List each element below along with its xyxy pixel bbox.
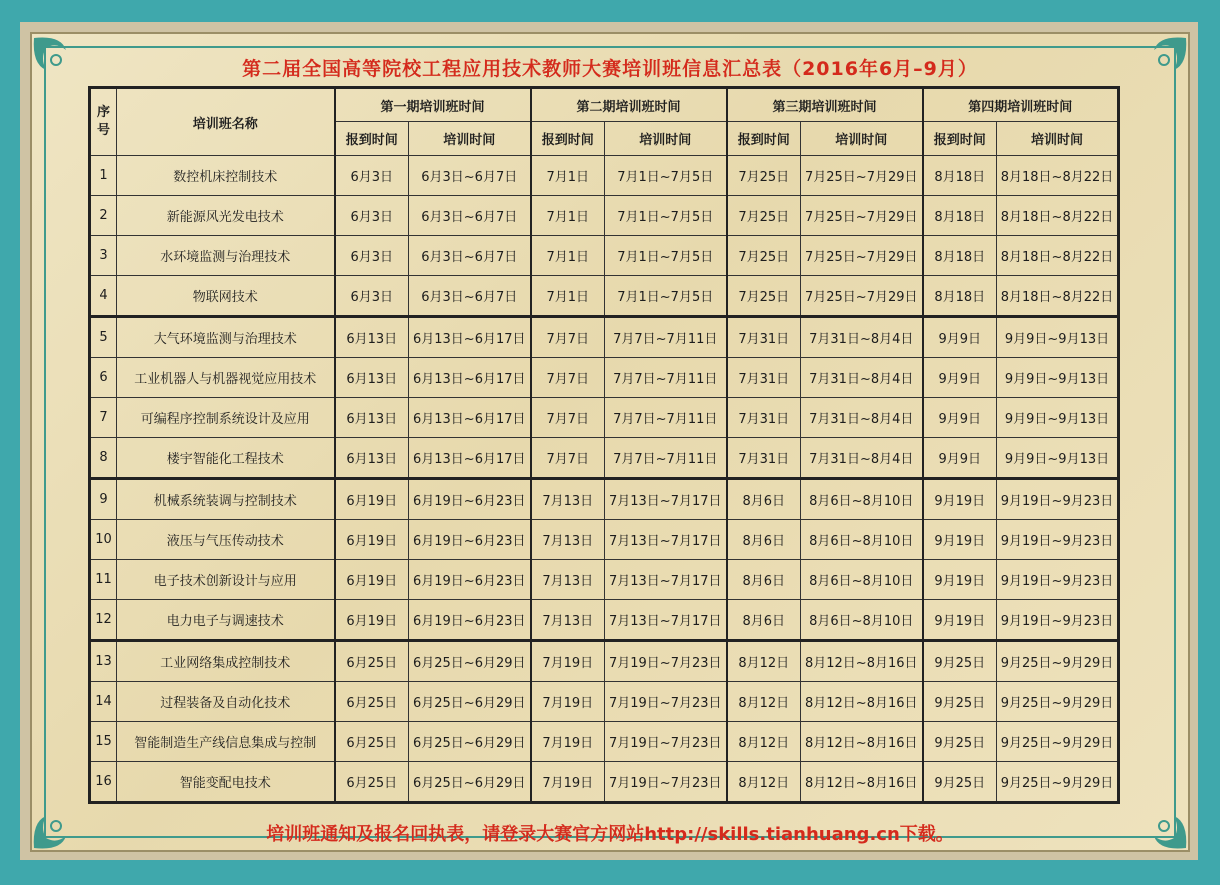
training-period: 6月19日~6月23日 bbox=[409, 560, 531, 600]
checkin-date: 9月9日 bbox=[923, 317, 997, 358]
checkin-date: 6月25日 bbox=[335, 682, 409, 722]
checkin-date: 7月1日 bbox=[531, 196, 605, 236]
course-name: 过程装备及自动化技术 bbox=[117, 682, 335, 722]
row-index: 4 bbox=[90, 276, 117, 317]
header-period-4: 第四期培训班时间 bbox=[923, 88, 1119, 122]
training-period: 7月13日~7月17日 bbox=[605, 560, 727, 600]
course-name: 大气环境监测与治理技术 bbox=[117, 317, 335, 358]
header-name: 培训班名称 bbox=[117, 88, 335, 156]
training-period: 8月18日~8月22日 bbox=[997, 156, 1119, 196]
table-row bbox=[90, 479, 1119, 520]
training-period: 6月13日~6月17日 bbox=[409, 317, 531, 358]
training-period: 9月19日~9月23日 bbox=[997, 479, 1119, 520]
row-index: 16 bbox=[90, 762, 117, 803]
training-period: 7月19日~7月23日 bbox=[605, 682, 727, 722]
header-training: 培训时间 bbox=[605, 122, 727, 156]
training-period: 8月18日~8月22日 bbox=[997, 196, 1119, 236]
checkin-date: 8月18日 bbox=[923, 276, 997, 317]
training-period: 6月13日~6月17日 bbox=[409, 398, 531, 438]
training-period: 6月25日~6月29日 bbox=[409, 641, 531, 682]
training-period: 7月19日~7月23日 bbox=[605, 762, 727, 803]
course-name: 电力电子与调速技术 bbox=[117, 600, 335, 641]
training-period: 6月13日~6月17日 bbox=[409, 438, 531, 479]
checkin-date: 6月13日 bbox=[335, 398, 409, 438]
course-name: 楼宇智能化工程技术 bbox=[117, 438, 335, 479]
course-name: 可编程序控制系统设计及应用 bbox=[117, 398, 335, 438]
checkin-date: 9月9日 bbox=[923, 398, 997, 438]
training-period: 6月19日~6月23日 bbox=[409, 600, 531, 641]
checkin-date: 6月19日 bbox=[335, 600, 409, 641]
checkin-date: 8月6日 bbox=[727, 479, 801, 520]
training-period: 6月3日~6月7日 bbox=[409, 236, 531, 276]
training-period: 7月7日~7月11日 bbox=[605, 438, 727, 479]
course-name: 水环境监测与治理技术 bbox=[117, 236, 335, 276]
training-period: 9月9日~9月13日 bbox=[997, 358, 1119, 398]
checkin-date: 7月25日 bbox=[727, 236, 801, 276]
training-period: 6月3日~6月7日 bbox=[409, 196, 531, 236]
training-period: 8月6日~8月10日 bbox=[801, 560, 923, 600]
checkin-date: 8月6日 bbox=[727, 560, 801, 600]
row-index: 12 bbox=[90, 600, 117, 641]
table-row bbox=[90, 722, 1119, 762]
header-period-2: 第二期培训班时间 bbox=[531, 88, 727, 122]
course-name: 数控机床控制技术 bbox=[117, 156, 335, 196]
table-row bbox=[90, 560, 1119, 600]
checkin-date: 7月25日 bbox=[727, 156, 801, 196]
header-checkin: 报到时间 bbox=[531, 122, 605, 156]
training-period: 9月9日~9月13日 bbox=[997, 317, 1119, 358]
checkin-date: 7月1日 bbox=[531, 276, 605, 317]
header-checkin: 报到时间 bbox=[923, 122, 997, 156]
checkin-date: 6月25日 bbox=[335, 722, 409, 762]
row-index: 15 bbox=[90, 722, 117, 762]
table-row bbox=[90, 438, 1119, 479]
course-name: 液压与气压传动技术 bbox=[117, 520, 335, 560]
training-period: 8月6日~8月10日 bbox=[801, 520, 923, 560]
table-row bbox=[90, 762, 1119, 803]
checkin-date: 8月12日 bbox=[727, 682, 801, 722]
checkin-date: 6月3日 bbox=[335, 156, 409, 196]
training-period: 7月25日~7月29日 bbox=[801, 156, 923, 196]
training-period: 7月31日~8月4日 bbox=[801, 317, 923, 358]
training-period: 7月13日~7月17日 bbox=[605, 479, 727, 520]
checkin-date: 9月9日 bbox=[923, 438, 997, 479]
course-name: 智能制造生产线信息集成与控制 bbox=[117, 722, 335, 762]
checkin-date: 7月7日 bbox=[531, 358, 605, 398]
checkin-date: 9月19日 bbox=[923, 520, 997, 560]
checkin-date: 8月12日 bbox=[727, 641, 801, 682]
training-period: 6月3日~6月7日 bbox=[409, 276, 531, 317]
training-period: 7月7日~7月11日 bbox=[605, 317, 727, 358]
checkin-date: 7月1日 bbox=[531, 236, 605, 276]
training-period: 9月19日~9月23日 bbox=[997, 520, 1119, 560]
table-row bbox=[90, 520, 1119, 560]
course-name: 新能源风光发电技术 bbox=[117, 196, 335, 236]
table-row bbox=[90, 641, 1119, 682]
checkin-date: 7月13日 bbox=[531, 600, 605, 641]
training-period: 8月18日~8月22日 bbox=[997, 276, 1119, 317]
row-index: 10 bbox=[90, 520, 117, 560]
row-index: 5 bbox=[90, 317, 117, 358]
checkin-date: 6月19日 bbox=[335, 520, 409, 560]
training-period: 8月12日~8月16日 bbox=[801, 682, 923, 722]
checkin-date: 8月6日 bbox=[727, 520, 801, 560]
table-row bbox=[90, 682, 1119, 722]
training-period: 7月13日~7月17日 bbox=[605, 600, 727, 641]
course-name: 工业机器人与机器视觉应用技术 bbox=[117, 358, 335, 398]
header-checkin: 报到时间 bbox=[727, 122, 801, 156]
checkin-date: 9月19日 bbox=[923, 560, 997, 600]
checkin-date: 6月3日 bbox=[335, 236, 409, 276]
training-period: 9月25日~9月29日 bbox=[997, 722, 1119, 762]
training-period: 8月6日~8月10日 bbox=[801, 600, 923, 641]
table-row bbox=[90, 317, 1119, 358]
row-index: 1 bbox=[90, 156, 117, 196]
table-row bbox=[90, 196, 1119, 236]
training-period: 9月9日~9月13日 bbox=[997, 398, 1119, 438]
training-period: 7月1日~7月5日 bbox=[605, 156, 727, 196]
checkin-date: 8月12日 bbox=[727, 722, 801, 762]
checkin-date: 6月3日 bbox=[335, 196, 409, 236]
training-period: 7月1日~7月5日 bbox=[605, 236, 727, 276]
checkin-date: 7月25日 bbox=[727, 196, 801, 236]
training-period: 8月6日~8月10日 bbox=[801, 479, 923, 520]
table-row bbox=[90, 236, 1119, 276]
training-period: 7月31日~8月4日 bbox=[801, 438, 923, 479]
training-period: 7月1日~7月5日 bbox=[605, 196, 727, 236]
checkin-date: 6月25日 bbox=[335, 641, 409, 682]
checkin-date: 7月7日 bbox=[531, 438, 605, 479]
checkin-date: 8月18日 bbox=[923, 156, 997, 196]
training-period: 8月12日~8月16日 bbox=[801, 641, 923, 682]
checkin-date: 7月31日 bbox=[727, 358, 801, 398]
table-row bbox=[90, 156, 1119, 196]
checkin-date: 8月12日 bbox=[727, 762, 801, 803]
training-period: 7月1日~7月5日 bbox=[605, 276, 727, 317]
training-period: 6月19日~6月23日 bbox=[409, 479, 531, 520]
course-name: 工业网络集成控制技术 bbox=[117, 641, 335, 682]
header-checkin: 报到时间 bbox=[335, 122, 409, 156]
checkin-date: 9月19日 bbox=[923, 479, 997, 520]
checkin-date: 9月25日 bbox=[923, 641, 997, 682]
footer-notice: 培训班通知及报名回执表，请登录大赛官方网站http://skills.tianhuang.cn下载。 bbox=[266, 824, 954, 845]
checkin-date: 7月19日 bbox=[531, 641, 605, 682]
training-period: 7月19日~7月23日 bbox=[605, 722, 727, 762]
checkin-date: 7月19日 bbox=[531, 722, 605, 762]
header-period-3: 第三期培训班时间 bbox=[727, 88, 923, 122]
checkin-date: 7月7日 bbox=[531, 317, 605, 358]
training-period: 7月31日~8月4日 bbox=[801, 398, 923, 438]
training-period: 7月7日~7月11日 bbox=[605, 398, 727, 438]
checkin-date: 7月7日 bbox=[531, 398, 605, 438]
training-period: 8月18日~8月22日 bbox=[997, 236, 1119, 276]
row-index: 2 bbox=[90, 196, 117, 236]
training-period: 6月25日~6月29日 bbox=[409, 722, 531, 762]
training-period: 9月25日~9月29日 bbox=[997, 762, 1119, 803]
training-schedule-table bbox=[88, 86, 1120, 804]
course-name: 电子技术创新设计与应用 bbox=[117, 560, 335, 600]
checkin-date: 6月19日 bbox=[335, 479, 409, 520]
training-period: 9月9日~9月13日 bbox=[997, 438, 1119, 479]
header-training: 培训时间 bbox=[409, 122, 531, 156]
training-period: 9月25日~9月29日 bbox=[997, 682, 1119, 722]
training-period: 9月19日~9月23日 bbox=[997, 600, 1119, 641]
checkin-date: 7月13日 bbox=[531, 560, 605, 600]
training-period: 6月25日~6月29日 bbox=[409, 682, 531, 722]
table-row bbox=[90, 398, 1119, 438]
row-index: 3 bbox=[90, 236, 117, 276]
course-name: 物联网技术 bbox=[117, 276, 335, 317]
row-index: 9 bbox=[90, 479, 117, 520]
checkin-date: 6月13日 bbox=[335, 358, 409, 398]
header-index: 序号 bbox=[90, 88, 117, 156]
training-period: 6月19日~6月23日 bbox=[409, 520, 531, 560]
checkin-date: 6月19日 bbox=[335, 560, 409, 600]
training-period: 7月25日~7月29日 bbox=[801, 236, 923, 276]
checkin-date: 7月13日 bbox=[531, 520, 605, 560]
checkin-date: 9月25日 bbox=[923, 722, 997, 762]
checkin-date: 7月1日 bbox=[531, 156, 605, 196]
page-title: 第二届全国高等院校工程应用技术教师大赛培训班信息汇总表（2016年6月–9月） bbox=[242, 58, 978, 80]
training-period: 7月13日~7月17日 bbox=[605, 520, 727, 560]
checkin-date: 9月25日 bbox=[923, 682, 997, 722]
course-name: 智能变配电技术 bbox=[117, 762, 335, 803]
header-training: 培训时间 bbox=[997, 122, 1119, 156]
row-index: 11 bbox=[90, 560, 117, 600]
checkin-date: 8月18日 bbox=[923, 236, 997, 276]
checkin-date: 8月18日 bbox=[923, 196, 997, 236]
checkin-date: 7月25日 bbox=[727, 276, 801, 317]
row-index: 7 bbox=[90, 398, 117, 438]
training-period: 6月13日~6月17日 bbox=[409, 358, 531, 398]
checkin-date: 6月13日 bbox=[335, 438, 409, 479]
header-period-1: 第一期培训班时间 bbox=[335, 88, 531, 122]
row-index: 6 bbox=[90, 358, 117, 398]
checkin-date: 7月19日 bbox=[531, 682, 605, 722]
checkin-date: 7月31日 bbox=[727, 317, 801, 358]
table-body bbox=[90, 156, 1119, 803]
training-period: 7月25日~7月29日 bbox=[801, 196, 923, 236]
checkin-date: 6月3日 bbox=[335, 276, 409, 317]
training-period: 7月31日~8月4日 bbox=[801, 358, 923, 398]
checkin-date: 8月6日 bbox=[727, 600, 801, 641]
table-row bbox=[90, 276, 1119, 317]
row-index: 14 bbox=[90, 682, 117, 722]
checkin-date: 6月25日 bbox=[335, 762, 409, 803]
training-period: 8月12日~8月16日 bbox=[801, 722, 923, 762]
checkin-date: 9月25日 bbox=[923, 762, 997, 803]
table-row bbox=[90, 358, 1119, 398]
header-training: 培训时间 bbox=[801, 122, 923, 156]
checkin-date: 6月13日 bbox=[335, 317, 409, 358]
training-period: 7月7日~7月11日 bbox=[605, 358, 727, 398]
row-index: 8 bbox=[90, 438, 117, 479]
checkin-date: 7月19日 bbox=[531, 762, 605, 803]
row-index: 13 bbox=[90, 641, 117, 682]
training-period: 7月25日~7月29日 bbox=[801, 276, 923, 317]
checkin-date: 9月9日 bbox=[923, 358, 997, 398]
training-period: 6月3日~6月7日 bbox=[409, 156, 531, 196]
training-period: 6月25日~6月29日 bbox=[409, 762, 531, 803]
course-name: 机械系统装调与控制技术 bbox=[117, 479, 335, 520]
training-period: 9月19日~9月23日 bbox=[997, 560, 1119, 600]
table-row bbox=[90, 600, 1119, 641]
checkin-date: 7月13日 bbox=[531, 479, 605, 520]
checkin-date: 9月19日 bbox=[923, 600, 997, 641]
checkin-date: 7月31日 bbox=[727, 398, 801, 438]
training-period: 9月25日~9月29日 bbox=[997, 641, 1119, 682]
checkin-date: 7月31日 bbox=[727, 438, 801, 479]
training-period: 7月19日~7月23日 bbox=[605, 641, 727, 682]
training-period: 8月12日~8月16日 bbox=[801, 762, 923, 803]
